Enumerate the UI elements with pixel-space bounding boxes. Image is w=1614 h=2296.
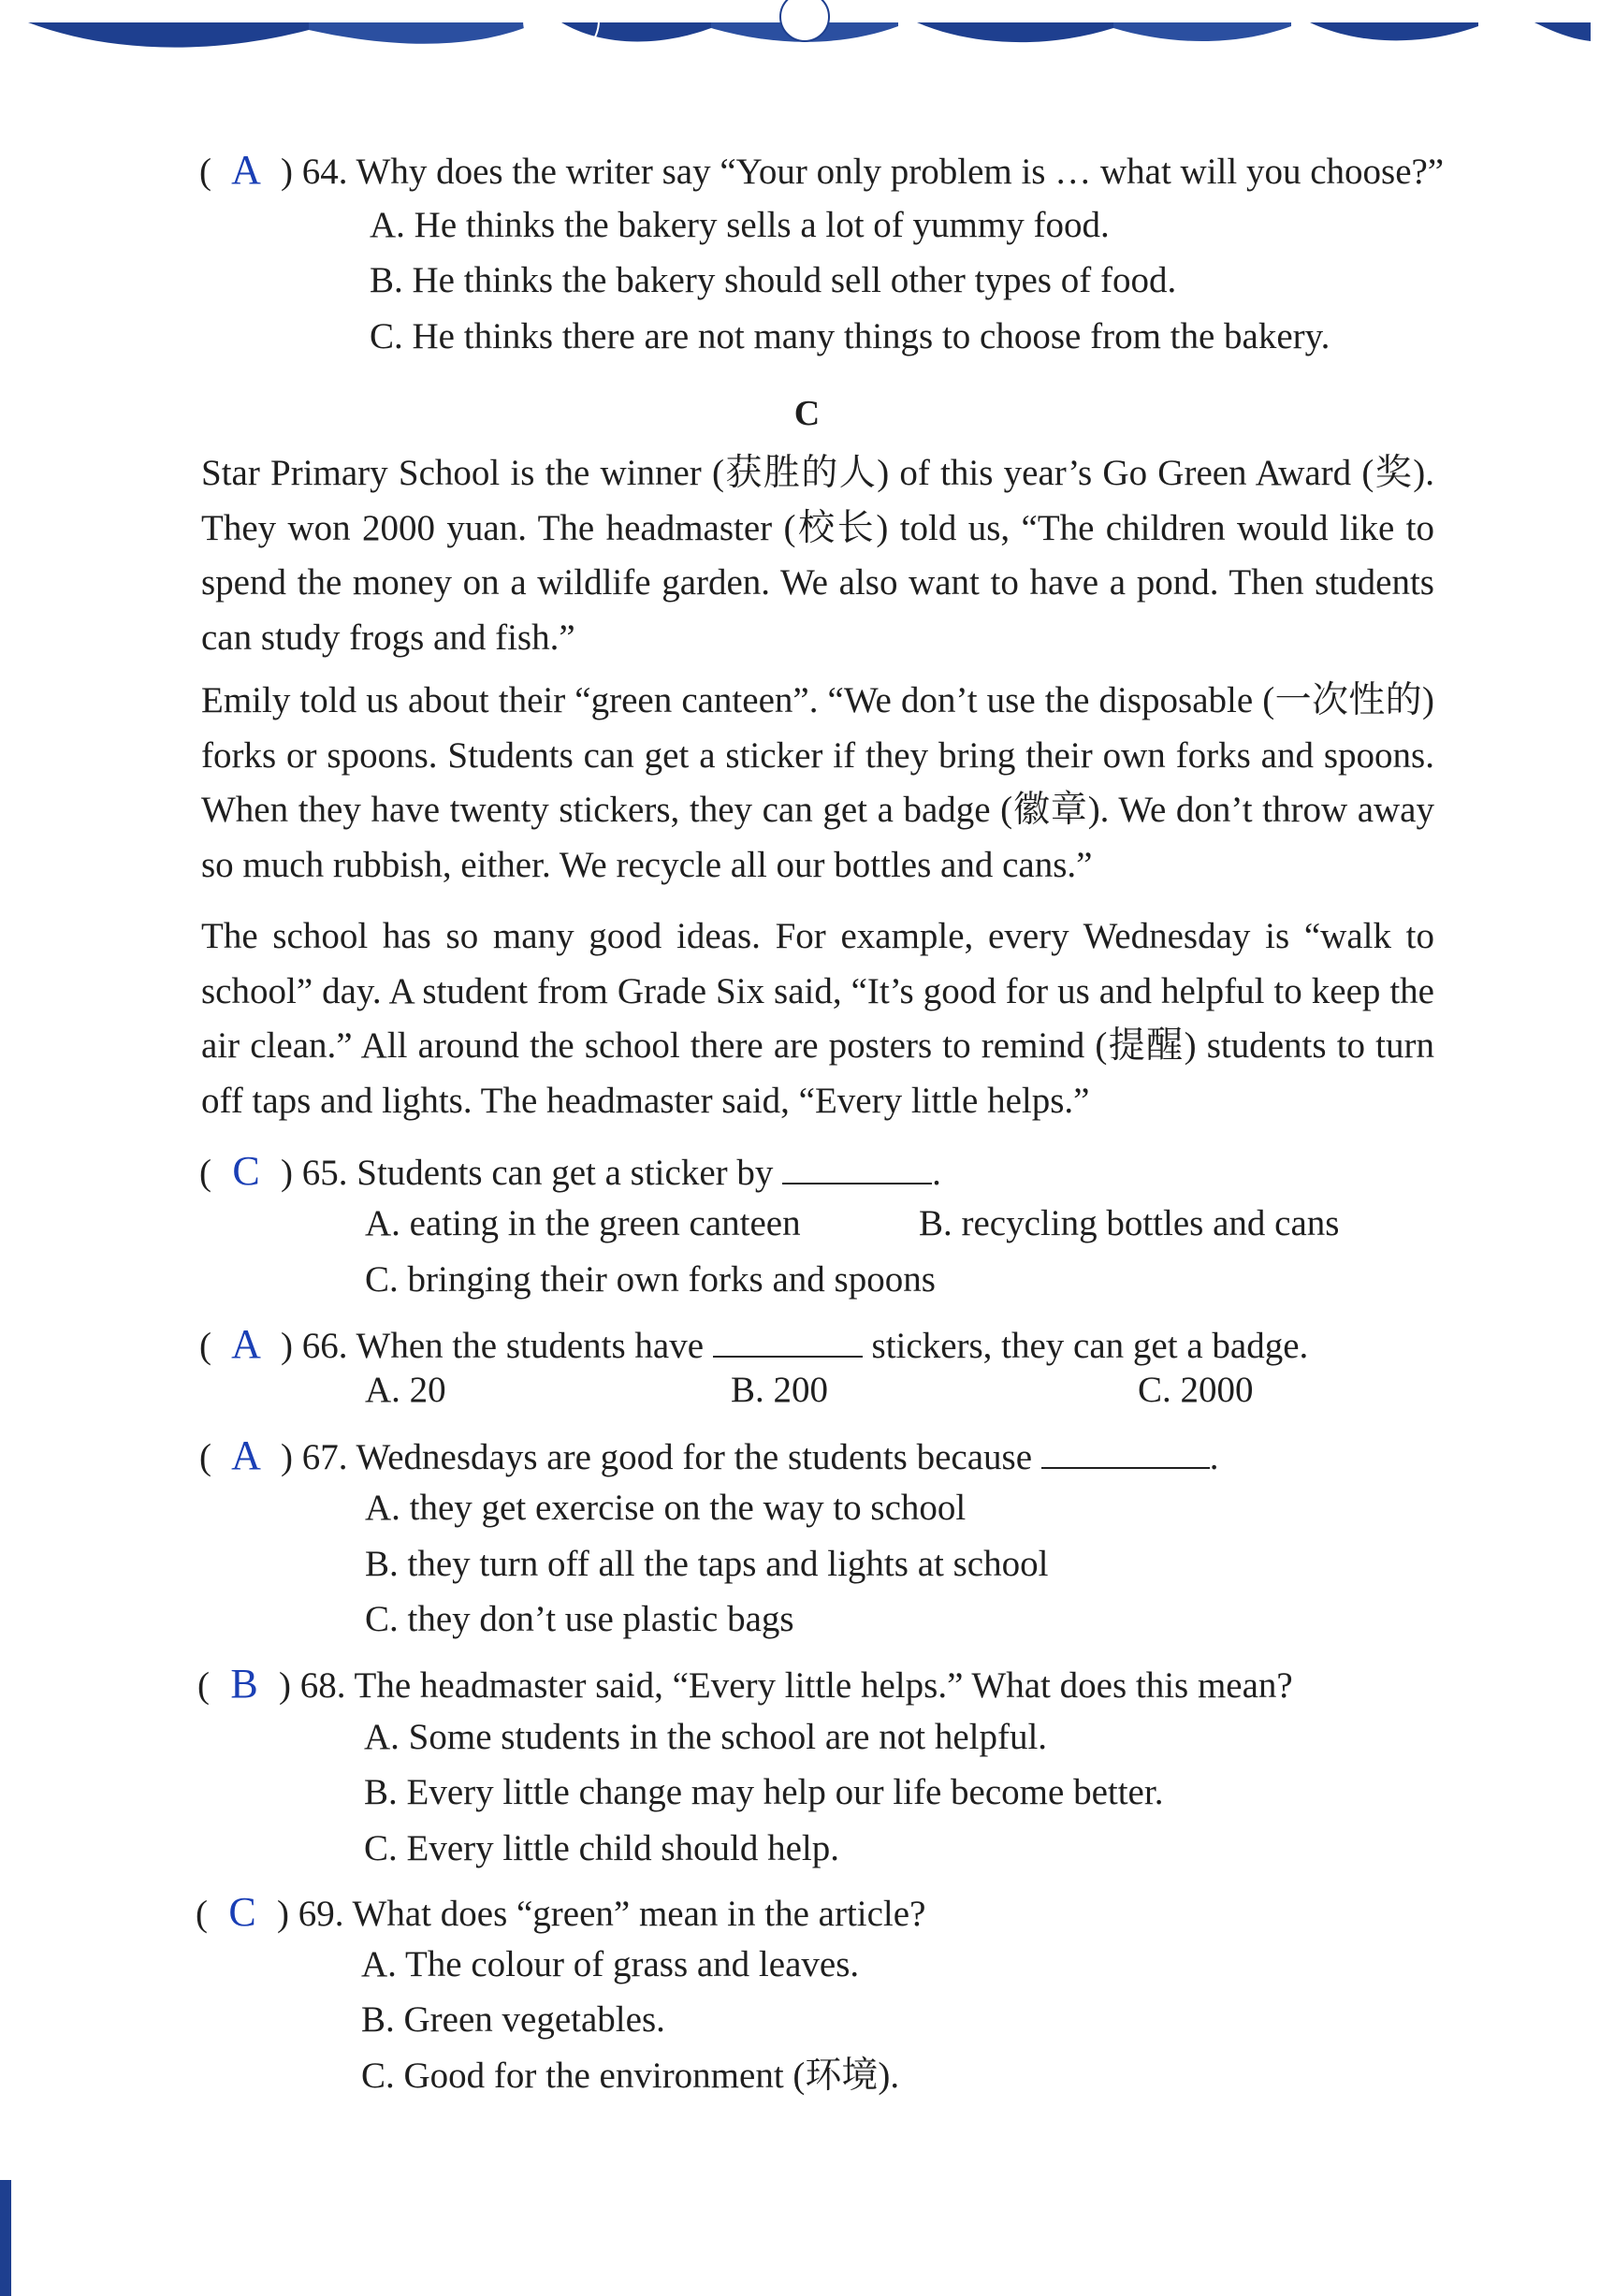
option-c: C. He thinks there are not many things to choose from the bakery. [370,316,1330,356]
option-b: B. He thinks the bakery should sell other types of food. [370,260,1177,300]
option-c: C. they don’t use plastic bags [365,1599,794,1639]
question-number: 65. [301,1153,348,1193]
option-a: A. eating in the green canteen [365,1203,801,1243]
option-b: B. Every little change may help our life become better. [364,1772,1164,1812]
passage-paragraph-3: The school has so many good ideas. For example, every Wednesday is “walk to school” day. A student from Grade Six said, “It’s good for us and helpful to keep the air clean.” All around the school there are posters to remind (提醒) students to turn off taps and lights. The headmaster said, “Every little helps.” [201,916,1434,1121]
question-stem-end: . [932,1153,941,1193]
option-b: B. 200 [731,1370,829,1410]
answer-blank [782,1155,932,1184]
answer-letter: A [231,147,261,193]
question-stem: The headmaster said, “Every little helps.” What does this mean? [354,1665,1293,1706]
question-number: 66. [301,1326,348,1366]
option-a: A. 20 [365,1370,446,1410]
option-a: A. The colour of grass and leaves. [361,1944,860,1984]
option-c: C. 2000 [1138,1370,1254,1410]
question-stem: Why does the writer say “Your only problem is … what will you choose?” [356,152,1445,192]
answer-letter: C [228,1889,256,1935]
passage-paragraph-1: Star Primary School is the winner (获胜的人) of this year’s Go Green Award (奖). They won 2000 yuan. The headmaster (校长) told us, “The children would like to spend the money on a wildlife garden. We also want to have a pond. Then students can study frogs and fish.” [201,453,1434,658]
question-64 [199,148,1444,195]
answer-blank [713,1328,863,1358]
question-number: 68. [299,1665,346,1706]
question-number: 67. [301,1437,348,1477]
open-bracket: ( [197,1665,210,1706]
option-a: A. He thinks the bakery sells a lot of yummy food. [370,205,1110,245]
option-c: C. bringing their own forks and spoons [365,1259,936,1300]
open-bracket: ( [196,1894,208,1934]
decorative-wave-border [0,0,1614,56]
option-b: B. Green vegetables. [361,1999,665,2040]
open-bracket: ( [199,1326,211,1366]
passage-paragraph-2: Emily told us about their “green canteen”. “We don’t use the disposable (一次性的) forks or spoons. Students can get a sticker if they bring their own forks and spoons. When they have twenty stickers, they can get a badge (徽章). We don’t throw away so much rubbish, either. We recycle all our bottles and cans.” [201,680,1434,885]
option-a: A. they get exercise on the way to school [365,1488,967,1528]
answer-letter: A [231,1432,261,1478]
answer-blank [1041,1439,1210,1469]
close-bracket: ) [281,1153,293,1193]
question-65 [199,1149,941,1196]
question-68 [197,1662,1293,1708]
section-heading: C [793,394,821,433]
question-number: 64. [301,152,348,192]
option-a: A. Some students in the school are not helpful. [364,1717,1048,1757]
question-stem: Wednesdays are good for the students because [356,1437,1032,1477]
open-bracket: ( [199,1437,211,1477]
answer-letter: B [230,1661,258,1707]
option-c: C. Good for the environment (环境). [361,2056,900,2096]
question-stem: What does “green” mean in the article? [352,1894,926,1934]
question-number: 69. [298,1894,344,1934]
question-stem-end: stickers, they can get a badge. [871,1326,1309,1366]
decorative-edge-strip [0,2180,11,2296]
question-69 [196,1890,925,1937]
close-bracket: ) [277,1894,289,1934]
question-stem: Students can get a sticker by [356,1153,774,1193]
answer-letter: A [231,1321,261,1367]
answer-letter: C [232,1148,260,1194]
option-b: B. recycling bottles and cans [919,1203,1340,1243]
question-66 [199,1322,1308,1369]
option-b: B. they turn off all the taps and lights at school [365,1544,1049,1584]
close-bracket: ) [281,1326,293,1366]
close-bracket: ) [279,1665,291,1706]
question-stem-end: . [1209,1437,1219,1477]
open-bracket: ( [199,1153,211,1193]
close-bracket: ) [281,152,293,192]
open-bracket: ( [199,152,211,192]
close-bracket: ) [281,1437,293,1477]
question-67 [199,1433,1219,1480]
option-c: C. Every little child should help. [364,1828,840,1868]
question-stem: When the students have [356,1326,705,1366]
